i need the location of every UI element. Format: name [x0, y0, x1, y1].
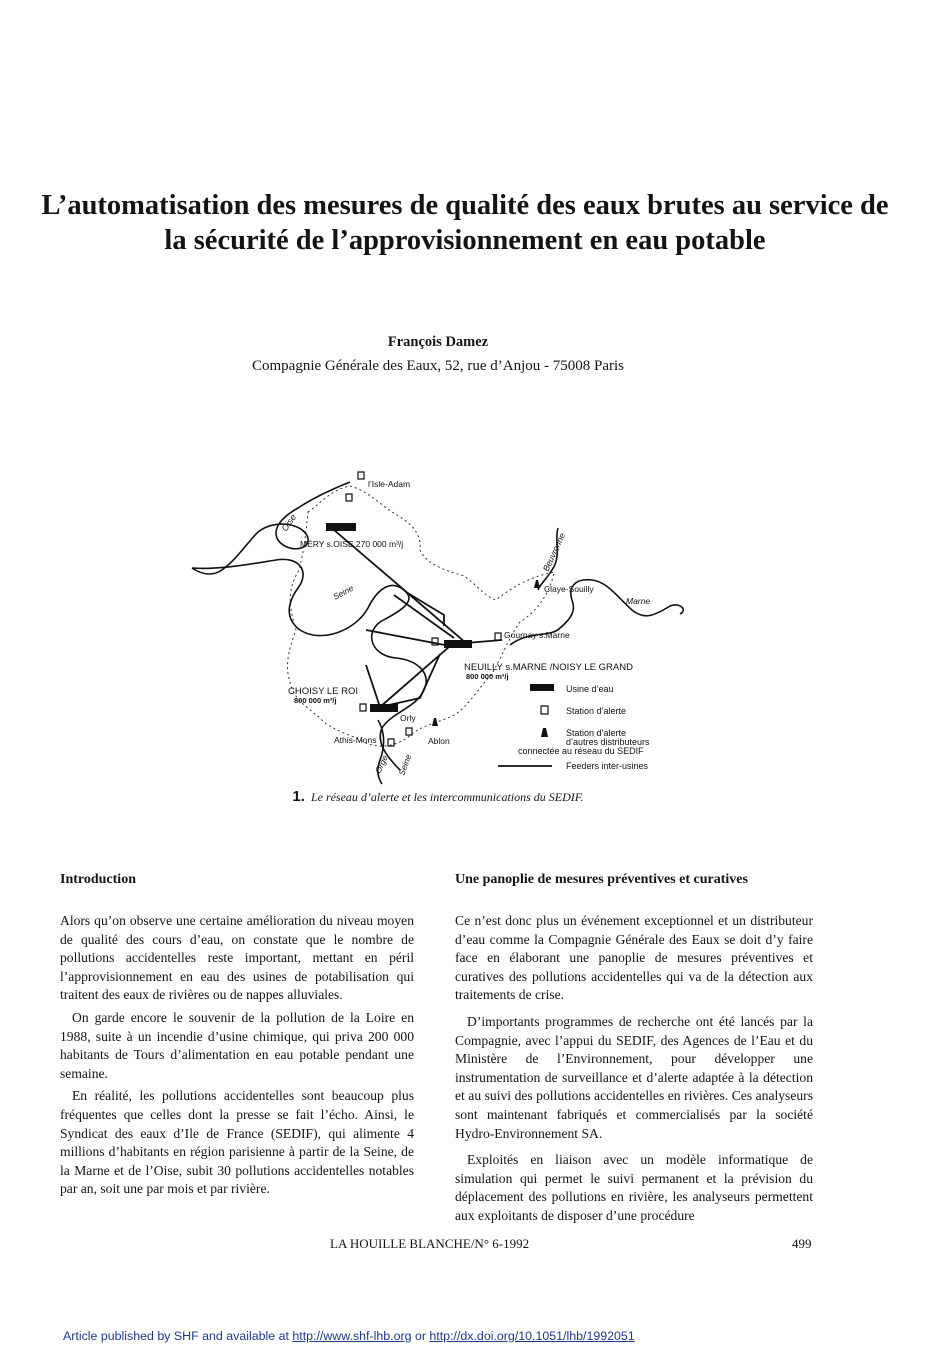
usine-neuilly	[444, 640, 472, 648]
legend-usine: Usine d’eau	[566, 684, 614, 694]
shf-link[interactable]: http://www.shf-lhb.org	[292, 1329, 412, 1343]
label-orge: Orge	[372, 753, 390, 775]
paragraph: Ce n’est donc plus un événement exceptionnel et un distributeur d’eau comme la Compagnie Générale des Eaux se doit d’y faire face en élaborant une panoplie de mesures préventives et curatives des pollutions accidentelles qui va de la détection aux traitements de crise.	[455, 913, 813, 1003]
label-gournay: Gournay s.Marne	[504, 630, 570, 640]
label-claye: Claye-Souilly	[544, 584, 594, 594]
figure-caption-text: Le réseau d’alerte et les intercommunications du SEDIF.	[310, 790, 584, 804]
legend-station-symbol	[541, 706, 548, 714]
figure-caption	[0, 788, 876, 805]
station-alerte-isle-adam	[358, 472, 364, 479]
station-alerte-choisy	[360, 704, 366, 711]
article-title: L’automatisation des mesures de qualité des eaux brutes au service de la sécurité de l’approvisionnement en eau potable	[41, 190, 889, 256]
section-heading-panoplie: Une panoplie de mesures préventives et curatives	[455, 872, 748, 887]
label-mery: MÉRY s.OISE 270 000 m³/j	[300, 539, 404, 549]
label-athis: Athis-Mons	[334, 735, 377, 745]
station-alerte-gournay	[495, 633, 501, 640]
map-legend	[498, 684, 650, 771]
station-alerte-orly	[406, 728, 412, 735]
legend-other-3: connectée au réseau du SEDIF	[518, 746, 644, 756]
paragraph: On garde encore le souvenir de la pollution de la Loire en 1988, suite à un incendie d’usine chimique, qui priva 200 000 habitants de Tours d’alimentation en eau potable pendant une semaine.	[60, 1009, 414, 1081]
label-beuvronne: Beuvronne	[540, 531, 568, 573]
station-autre-ablon	[432, 718, 438, 726]
paragraph: D’importants programmes de recherche ont été lancés par la Compagnie, avec l’appui du SEDIF, des Agences de l’Eau et du Ministère de l’Environnement, pour développer une instrumentation de surveillance et d’alerte adaptée à la détection et au suivi des pollutions accidentelles en rivières. Ces analyseurs sont maintenant fabriqués et commercialisés par la société Hydro-Environnement SA.	[455, 1013, 813, 1141]
paragraph: Alors qu’on observe une certaine amélioration du niveau moyen de qualité des cours d’eau, on constate que le nombre de pollutions accidentelles reste important, mettant en péril l’approvisionnement en eau des usines de potabilisation qui traitent des eaux de rivières ou de nappes alluviales.	[60, 913, 414, 1003]
paragraph: Exploités en liaison avec un modèle informatique de simulation qui permet le suivi permanent et la prévision du déplacement des pollutions en rivière, les analyseurs permettent aux exploitants de disposer d’une procédure	[455, 1152, 813, 1223]
label-marne: Marne	[626, 596, 651, 606]
sedif-network-map	[180, 460, 720, 785]
label-seine-bottom: Seine	[396, 752, 414, 777]
feeder-line	[394, 595, 454, 638]
legend-station: Station d’alerte	[566, 706, 627, 716]
section-heading-introduction: Introduction	[60, 872, 136, 887]
legend-other-station-symbol	[541, 728, 548, 737]
label-neuilly: NEUILLY s.MARNE /NOISY LE GRAND	[464, 662, 633, 673]
label-choisy: CHOISY LE ROI	[288, 686, 359, 697]
legend-feeders: Feeders inter-usines	[566, 761, 649, 771]
feeder-line	[366, 665, 380, 707]
left-column	[60, 871, 414, 1203]
label-orly: Orly	[400, 713, 416, 723]
usines	[326, 523, 472, 712]
station-autre-claye	[534, 580, 540, 588]
usine-choisy	[370, 704, 398, 712]
doi-link[interactable]: http://dx.doi.org/10.1051/lhb/1992051	[429, 1329, 635, 1343]
usine-mery	[326, 523, 356, 531]
legend-usine-symbol	[530, 684, 554, 691]
label-seine-top: Seine	[331, 582, 356, 602]
label-oise: Oise	[279, 512, 299, 534]
legend-other-2: d’autres distributeurs	[566, 737, 650, 747]
other-stations	[432, 580, 540, 726]
page-number: 499	[792, 1236, 812, 1251]
paragraph: En réalité, les pollutions accidentelles sont beaucoup plus fréquentes que celles dont la presse se fait l’écho. Ainsi, le Syndicat des eaux d’Ile de France (SEDIF), qui alimente 4 millions d’habitants en région parisienne à partir de la Seine, de la Marne et de l’Oise, subit 30 pollutions accidentelles notables par an, soit une par mois et par rivière.	[60, 1088, 414, 1197]
attribution-line	[63, 1329, 635, 1343]
journal-footer: LA HOUILLE BLANCHE/N° 6-1992	[330, 1236, 530, 1251]
author-name: François Damez	[387, 334, 489, 350]
figure-number: 1.	[292, 788, 305, 805]
author-affiliation: Compagnie Générale des Eaux, 52, rue d’Anjou - 75008 Paris	[252, 358, 624, 374]
alert-stations	[346, 472, 501, 746]
right-column	[455, 871, 813, 1234]
attribution-prefix: Article published by SHF and available at	[63, 1329, 293, 1343]
label-neuilly-capacity: 800 000 m³/j	[466, 672, 509, 681]
station-alerte-oise	[346, 494, 352, 501]
label-isle-adam: l’Isle-Adam	[368, 479, 411, 489]
attribution-middle: or	[411, 1329, 430, 1343]
label-choisy-capacity: 800 000 m³/j	[294, 696, 337, 705]
legend-other-1: Station d’alerte	[566, 728, 627, 738]
label-ablon: Ablon	[428, 736, 450, 746]
